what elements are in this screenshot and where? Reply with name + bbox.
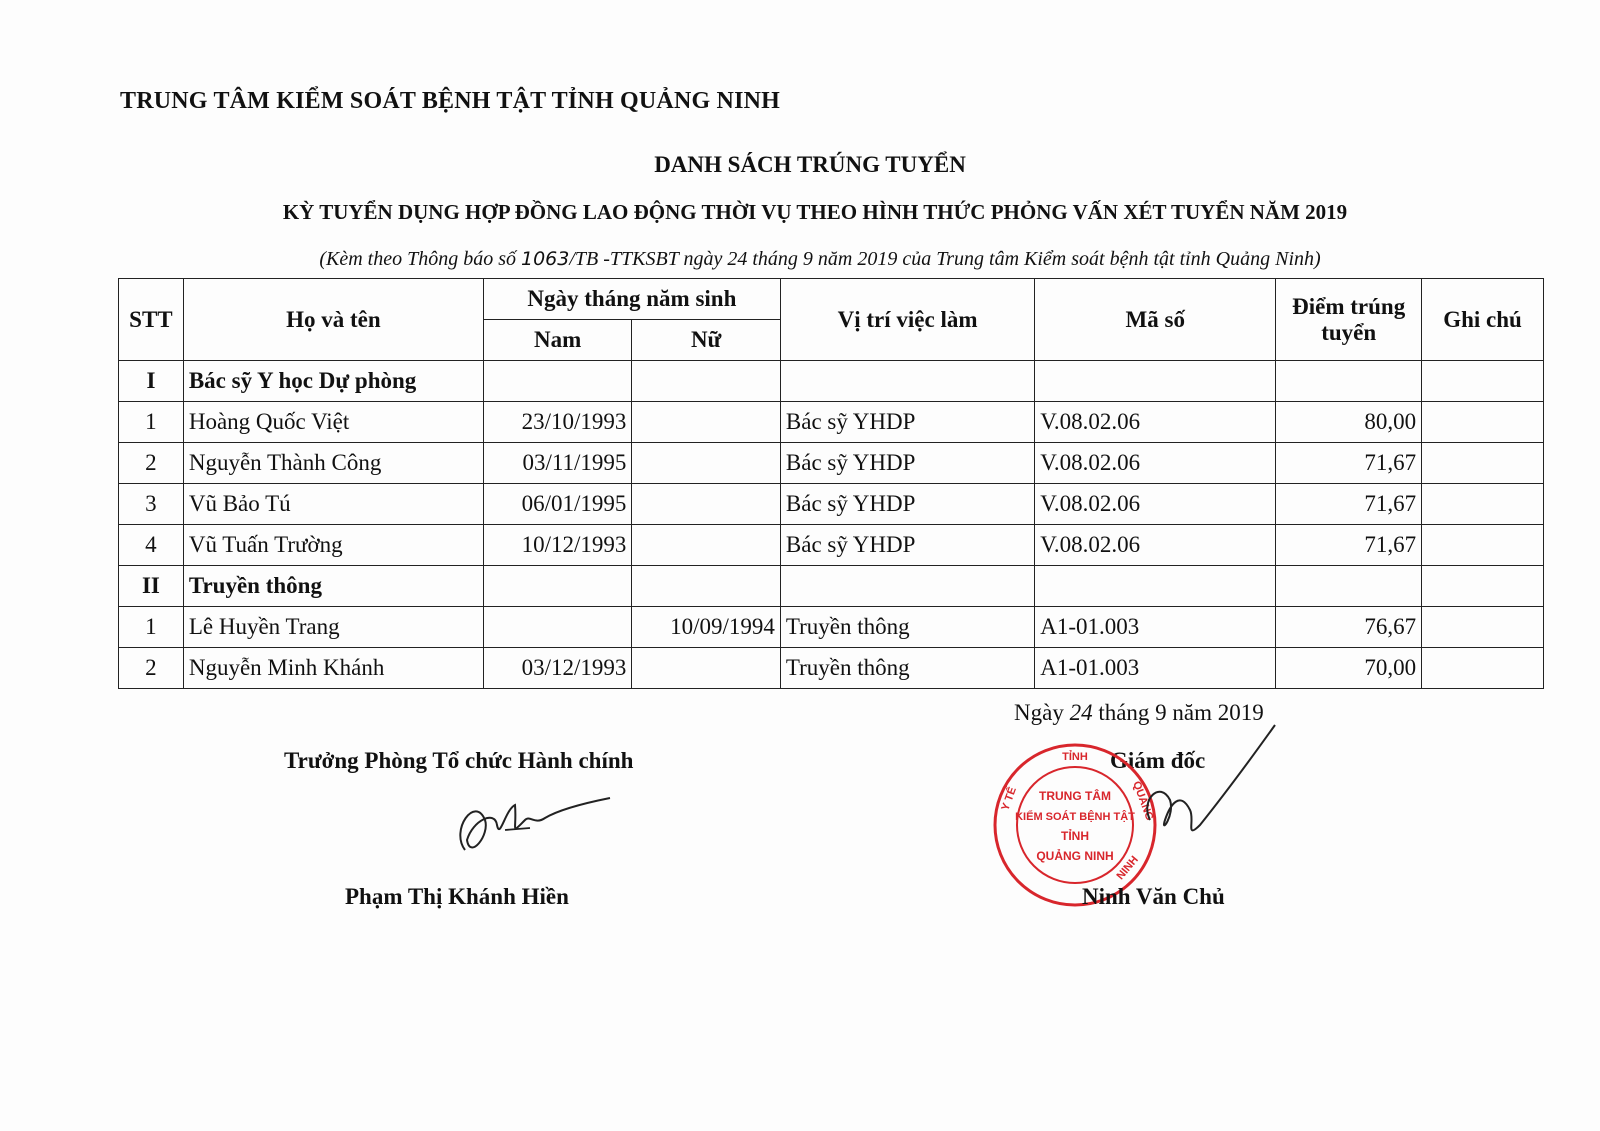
seal-line-3: TỈNH	[1061, 829, 1089, 843]
row-name: Nguyễn Minh Khánh	[183, 648, 483, 689]
date-prefix: Ngày	[1014, 700, 1070, 725]
empty-cell	[1276, 566, 1422, 607]
table-row	[119, 402, 1544, 443]
header-row	[119, 279, 1544, 320]
row-position: Bác sỹ YHDP	[780, 443, 1034, 484]
row-position: Bác sỹ YHDP	[780, 402, 1034, 443]
seal-ring-bottom: NINH	[1114, 853, 1141, 883]
empty-cell	[632, 566, 781, 607]
empty-cell	[780, 566, 1034, 607]
row-position: Bác sỹ YHDP	[780, 525, 1034, 566]
row-score: 71,67	[1276, 525, 1422, 566]
left-signer-role: Trưởng Phòng Tổ chức Hành chính	[284, 748, 634, 773]
note-suffix: /TB -TTKSBT ngày 24 tháng 9 năm 2019 của Trung tâm Kiểm soát bệnh tật tỉnh Quảng Ninh)	[569, 248, 1321, 270]
empty-cell	[632, 361, 781, 402]
row-code: A1-01.003	[1035, 607, 1276, 648]
row-score: 80,00	[1276, 402, 1422, 443]
row-note	[1422, 402, 1544, 443]
table-row	[119, 525, 1544, 566]
header-male: Nam	[483, 320, 632, 361]
row-score: 70,00	[1276, 648, 1422, 689]
row-code: A1-01.003	[1035, 648, 1276, 689]
section-name: Truyền thông	[183, 566, 483, 607]
empty-cell	[1035, 361, 1276, 402]
table-body	[119, 361, 1544, 689]
right-signer-role: Giám đốc	[1110, 748, 1206, 773]
seal-line-1: TRUNG TÂM	[1039, 789, 1111, 803]
seal-ring-top: TỈNH	[1062, 751, 1088, 763]
row-dob-female	[632, 525, 781, 566]
seal-line-2: KIỂM SOÁT BỆNH TẬT	[1015, 811, 1135, 823]
date-suffix: tháng 9 năm 2019	[1092, 700, 1264, 725]
row-dob-female	[632, 484, 781, 525]
row-stt: 3	[119, 484, 184, 525]
row-dob-female: 10/09/1994	[632, 607, 781, 648]
section-name: Bác sỹ Y học Dự phòng	[183, 361, 483, 402]
empty-cell	[1422, 361, 1544, 402]
note-number: 1063	[520, 248, 570, 270]
row-note	[1422, 443, 1544, 484]
row-stt: 2	[119, 648, 184, 689]
document-subtitle: KỲ TUYỂN DỤNG HỢP ĐỒNG LAO ĐỘNG THỜI VỤ THEO HÌNH THỨC PHỎNG VẤN XÉT TUYỂN NĂM 2019	[282, 200, 1348, 224]
reference-note	[0, 248, 1600, 271]
row-score: 76,67	[1276, 607, 1422, 648]
section-row	[119, 361, 1544, 402]
document-title: DANH SÁCH TRÚNG TUYỂN	[654, 152, 966, 177]
row-dob-female	[632, 443, 781, 484]
empty-cell	[1276, 361, 1422, 402]
row-code: V.08.02.06	[1035, 525, 1276, 566]
row-dob-male: 10/12/1993	[483, 525, 632, 566]
header-position: Vị trí việc làm	[780, 279, 1034, 361]
date-day: 24	[1069, 700, 1093, 725]
table-row	[119, 648, 1544, 689]
row-name: Vũ Bảo Tú	[183, 484, 483, 525]
row-name: Lê Huyền Trang	[183, 607, 483, 648]
row-code: V.08.02.06	[1035, 484, 1276, 525]
row-code: V.08.02.06	[1035, 443, 1276, 484]
table-row	[119, 607, 1544, 648]
row-dob-female	[632, 402, 781, 443]
row-dob-male	[483, 607, 632, 648]
empty-cell	[483, 361, 632, 402]
row-stt: 4	[119, 525, 184, 566]
row-note	[1422, 648, 1544, 689]
organization-name: TRUNG TÂM KIỂM SOÁT BỆNH TẬT TỈNH QUẢNG NINH	[120, 88, 781, 114]
row-score: 71,67	[1276, 484, 1422, 525]
seal-ring-right: QUẢNG	[1130, 779, 1156, 823]
row-code: V.08.02.06	[1035, 402, 1276, 443]
row-name: Vũ Tuấn Trường	[183, 525, 483, 566]
row-position: Truyền thông	[780, 607, 1034, 648]
table-row	[119, 484, 1544, 525]
row-dob-male: 03/12/1993	[483, 648, 632, 689]
right-signature-icon	[1140, 720, 1280, 860]
seal-line-4: QUẢNG NINH	[1036, 849, 1114, 863]
row-note	[1422, 607, 1544, 648]
results-table	[118, 278, 1544, 689]
header-stt: STT	[119, 279, 184, 361]
right-signer-name: Ninh Văn Chủ	[1082, 884, 1225, 909]
header-score: Điểm trúng tuyển	[1276, 279, 1422, 361]
row-score: 71,67	[1276, 443, 1422, 484]
header-female: Nữ	[632, 320, 781, 361]
header-note: Ghi chú	[1422, 279, 1544, 361]
row-stt: 2	[119, 443, 184, 484]
header-dob: Ngày tháng năm sinh	[483, 279, 780, 320]
row-stt: 1	[119, 402, 184, 443]
row-dob-male: 06/01/1995	[483, 484, 632, 525]
row-stt: 1	[119, 607, 184, 648]
row-note	[1422, 525, 1544, 566]
seal-ring-left: Y TẾ	[999, 785, 1019, 813]
row-position: Truyền thông	[780, 648, 1034, 689]
table-row	[119, 443, 1544, 484]
row-name: Nguyễn Thành Công	[183, 443, 483, 484]
row-note	[1422, 484, 1544, 525]
header-code: Mã số	[1035, 279, 1276, 361]
row-dob-female	[632, 648, 781, 689]
row-dob-male: 23/10/1993	[483, 402, 632, 443]
section-row	[119, 566, 1544, 607]
left-signer-name: Phạm Thị Khánh Hiền	[345, 884, 569, 909]
left-signature-icon	[445, 790, 615, 870]
section-number: I	[119, 361, 184, 402]
empty-cell	[1422, 566, 1544, 607]
note-prefix: (Kèm theo Thông báo số	[319, 248, 521, 270]
empty-cell	[1035, 566, 1276, 607]
row-position: Bác sỹ YHDP	[780, 484, 1034, 525]
row-dob-male: 03/11/1995	[483, 443, 632, 484]
empty-cell	[780, 361, 1034, 402]
header-name: Họ và tên	[183, 279, 483, 361]
empty-cell	[483, 566, 632, 607]
section-number: II	[119, 566, 184, 607]
row-name: Hoàng Quốc Việt	[183, 402, 483, 443]
